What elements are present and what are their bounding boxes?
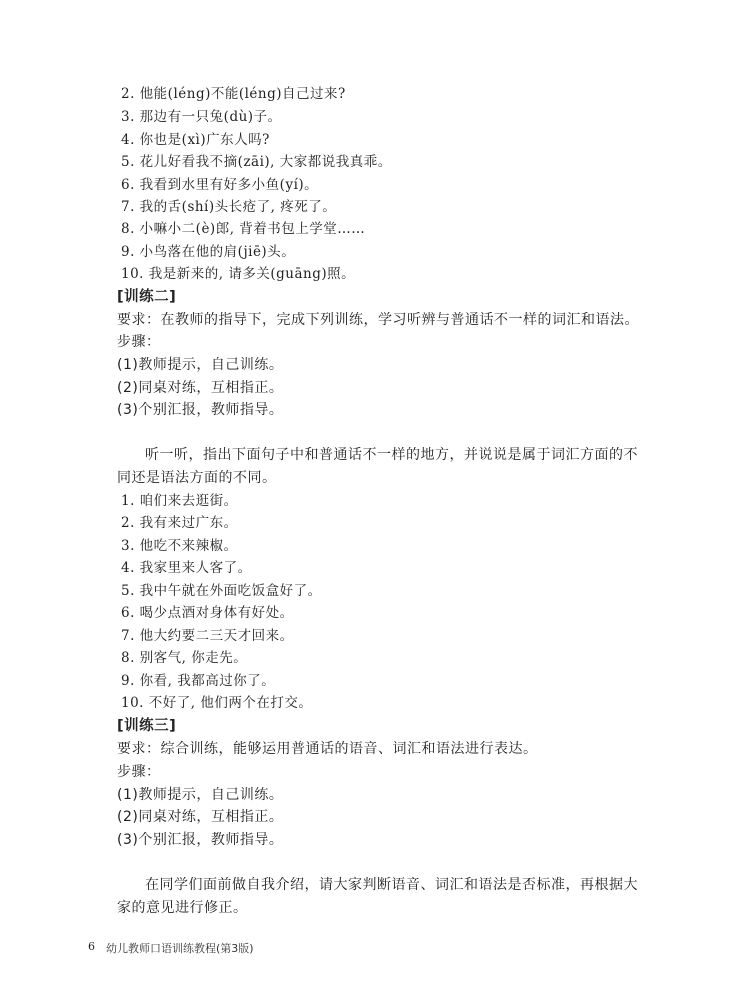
book-title: 幼儿教师口语训练教程(第3版) (106, 942, 254, 955)
list-item: 5. 花儿好看我不摘(zāi), 大家都说我真乖。 (121, 154, 392, 170)
list-item: 2. 我有来过广东。 (121, 515, 238, 531)
section3-steps-label: 步骤： (117, 764, 161, 780)
list-item: 10. 不好了, 他们两个在打交。 (121, 695, 313, 711)
list-item: 7. 他大约要二三天才回来。 (121, 628, 294, 644)
page-number: 6 (88, 940, 95, 953)
list-item: 8. 别客气, 你走先。 (121, 650, 248, 666)
list-item: 2. 他能(léng)不能(léng)自己过来? (121, 86, 346, 102)
section2-instruction-cont: 同还是语法方面的不同。 (117, 470, 277, 486)
list-item: 3. 那边有一只兔(dù)子。 (121, 109, 282, 125)
section3-step: (2)同桌对练，互相指正。 (117, 809, 284, 825)
list-item: 9. 你看, 我都高过你了。 (121, 673, 276, 689)
list-item: 6. 喝少点酒对身体有好处。 (121, 605, 294, 621)
list-item: 4. 你也是(xì)广东人吗? (121, 132, 270, 148)
section3-requirement: 要求：综合训练，能够运用普通话的语音、词汇和语法进行表达。 (117, 741, 538, 757)
list-item: 10. 我是新来的, 请多关(guāng)照。 (121, 266, 356, 282)
section2-step: (3)个别汇报，教师指导。 (117, 402, 284, 418)
list-item: 7. 我的舌(shí)头长疮了, 疼死了。 (121, 199, 337, 215)
list-item: 3. 他吃不来辣椒。 (121, 538, 238, 554)
section3-step: (1)教师提示，自己训练。 (117, 787, 284, 803)
section2-steps-label: 步骤： (117, 334, 161, 350)
section3-step: (3)个别汇报，教师指导。 (117, 832, 284, 848)
list-item: 9. 小鸟落在他的肩(jiē)头。 (121, 244, 296, 260)
section-heading-3: [训练三] (117, 718, 177, 734)
section3-instruction-cont: 家的意见进行修正。 (117, 900, 248, 916)
section-heading-2: [训练二] (117, 289, 177, 305)
section2-instruction: 听一听，指出下面句子中和普通话不一样的地方，并说说是属于词汇方面的不 (145, 447, 638, 463)
section2-step: (1)教师提示，自己训练。 (117, 357, 284, 373)
list-item: 4. 我家里来人客了。 (121, 560, 252, 576)
list-item: 1. 咱们来去逛街。 (121, 493, 238, 509)
section2-requirement: 要求：在教师的指导下，完成下列训练，学习听辨与普通话不一样的词汇和语法。 (117, 312, 639, 328)
list-item: 8. 小嘛小二(è)郎, 背着书包上学堂…… (121, 221, 366, 237)
section2-step: (2)同桌对练，互相指正。 (117, 380, 284, 396)
list-item: 5. 我中午就在外面吃饭盒好了。 (121, 583, 322, 599)
section3-instruction: 在同学们面前做自我介绍，请大家判断语音、词汇和语法是否标准，再根据大 (145, 877, 638, 893)
list-item: 6. 我看到水里有好多小鱼(yí)。 (121, 177, 319, 193)
